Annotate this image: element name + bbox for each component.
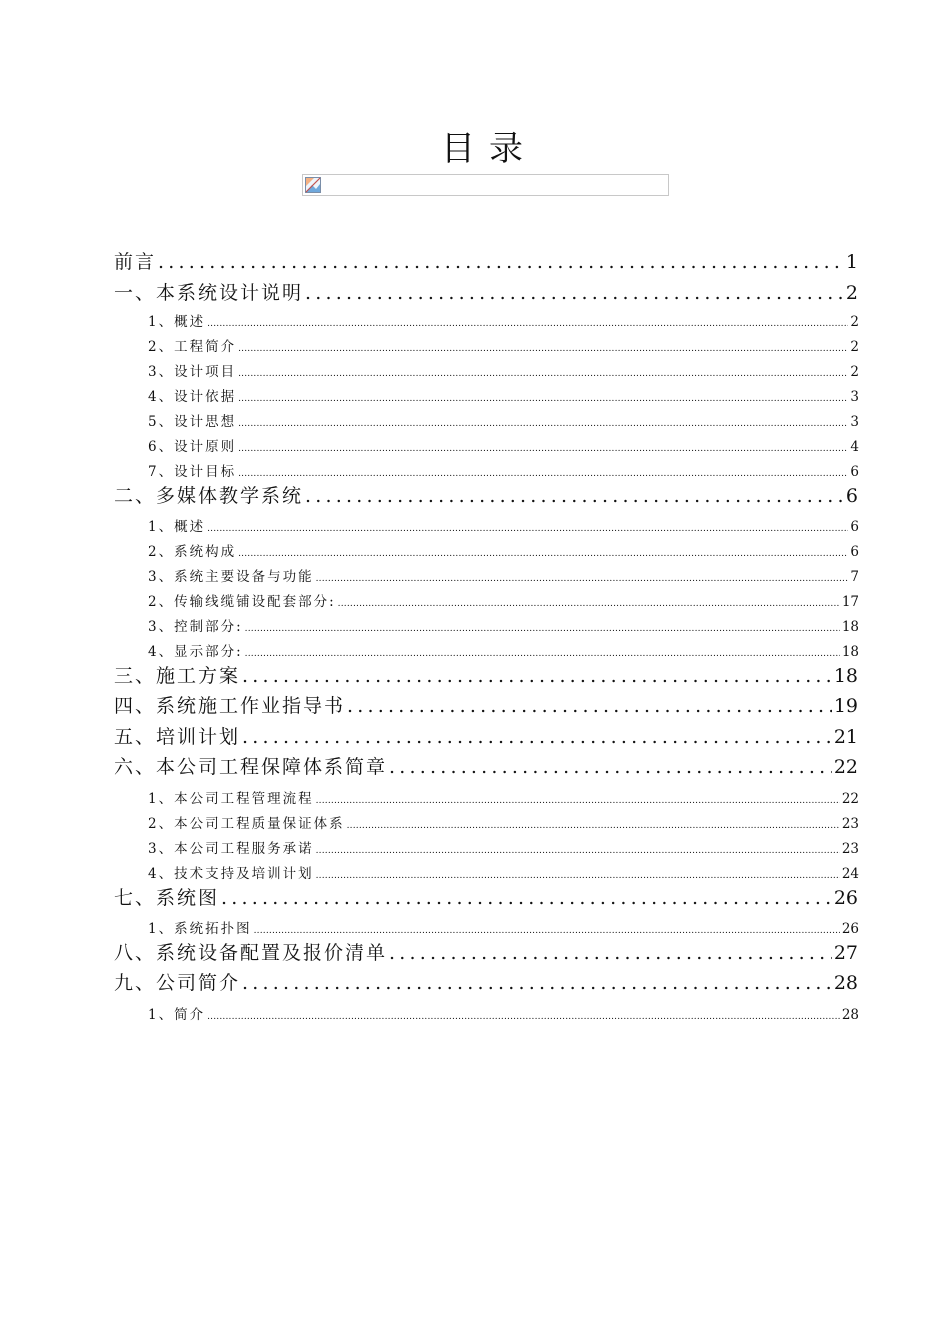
- toc-entry-label: 2、系统构成: [148, 544, 237, 560]
- toc-entry-label: 七、系统图: [114, 887, 220, 909]
- toc-entry-label: 二、多媒体教学系统: [114, 485, 304, 507]
- toc-entry-label: 前言: [114, 251, 157, 273]
- toc-page-number: 18: [841, 644, 859, 660]
- toc-section-entry[interactable]: [148, 840, 859, 860]
- toc-chapter-entry[interactable]: [114, 941, 858, 965]
- toc-entry-label: 3、本公司工程服务承诺: [148, 841, 314, 857]
- toc-chapter-entry[interactable]: [114, 250, 858, 274]
- toc-page-number: 28: [841, 1007, 859, 1023]
- toc-dot-leader: [305, 281, 844, 305]
- toc-dot-leader: [316, 792, 840, 810]
- toc-page-number: 2: [845, 282, 858, 304]
- toc-entry-label: 八、系统设备配置及报价清单: [114, 942, 388, 964]
- toc-chapter-entry[interactable]: [114, 971, 858, 995]
- toc-page-number: 6: [845, 485, 858, 507]
- toc-entry-label: 1、本公司工程管理流程: [148, 791, 314, 807]
- toc-section-entry[interactable]: [148, 543, 859, 563]
- toc-dot-leader: [221, 886, 832, 910]
- toc-dot-leader: [242, 664, 832, 688]
- toc-dot-leader: [254, 922, 840, 940]
- toc-page-number: 6: [850, 519, 859, 535]
- toc-entry-label: 1、简介: [148, 1007, 206, 1023]
- toc-section-entry[interactable]: [148, 568, 859, 588]
- toc-chapter-entry[interactable]: [114, 694, 858, 718]
- toc-dot-leader: [238, 340, 848, 358]
- toc-dot-leader: [347, 817, 840, 835]
- toc-entry-label: 4、显示部分:: [148, 644, 243, 660]
- toc-section-entry[interactable]: [148, 618, 859, 638]
- toc-page-number: 2: [850, 314, 859, 330]
- toc-section-entry[interactable]: [148, 790, 859, 810]
- toc-entry-label: 7、设计目标: [148, 464, 237, 480]
- toc-dot-leader: [207, 520, 848, 538]
- toc-section-entry[interactable]: [148, 920, 859, 940]
- toc-section-entry[interactable]: [148, 313, 859, 333]
- toc-chapter-entry[interactable]: [114, 664, 858, 688]
- toc-page-number: 1: [845, 251, 858, 273]
- toc-section-entry[interactable]: [148, 815, 859, 835]
- toc-section-entry[interactable]: [148, 865, 859, 885]
- toc-page-number: 18: [833, 665, 858, 687]
- toc-page-number: 6: [850, 544, 859, 560]
- toc-entry-label: 2、传输线缆铺设配套部分:: [148, 594, 336, 610]
- toc-page-number: 28: [833, 972, 858, 994]
- toc-page-number: 24: [841, 866, 859, 882]
- toc-page-number: 22: [833, 756, 858, 778]
- page-title: 目录: [441, 129, 537, 169]
- toc-page-number: 23: [841, 841, 859, 857]
- toc-section-entry[interactable]: [148, 388, 859, 408]
- toc-dot-leader: [347, 694, 832, 718]
- toc-dot-leader: [338, 595, 840, 613]
- toc-dot-leader: [158, 250, 844, 274]
- toc-entry-label: 1、系统拓扑图: [148, 921, 252, 937]
- toc-page-number: 23: [841, 816, 859, 832]
- toc-section-entry[interactable]: [148, 338, 859, 358]
- toc-section-entry[interactable]: [148, 363, 859, 383]
- toc-chapter-entry[interactable]: [114, 725, 858, 749]
- toc-section-entry[interactable]: [148, 1006, 859, 1026]
- toc-entry-label: 一、本系统设计说明: [114, 282, 304, 304]
- toc-dot-leader: [238, 415, 848, 433]
- toc-entry-label: 6、设计原则: [148, 439, 237, 455]
- toc-page-number: 4: [850, 439, 859, 455]
- toc-entry-label: 九、公司简介: [114, 972, 241, 994]
- toc-chapter-entry[interactable]: [114, 281, 858, 305]
- toc-chapter-entry[interactable]: [114, 484, 858, 508]
- toc-dot-leader: [207, 315, 848, 333]
- toc-page-number: 21: [833, 726, 858, 748]
- toc-section-entry[interactable]: [148, 593, 859, 613]
- toc-page-number: 6: [850, 464, 859, 480]
- toc-page-number: 18: [841, 619, 859, 635]
- toc-dot-leader: [242, 725, 832, 749]
- toc-dot-leader: [389, 941, 832, 965]
- toc-dot-leader: [316, 842, 840, 860]
- toc-entry-label: 2、本公司工程质量保证体系: [148, 816, 345, 832]
- toc-dot-leader: [238, 465, 848, 483]
- toc-page-number: 19: [833, 695, 858, 717]
- toc-dot-leader: [245, 645, 840, 663]
- toc-entry-label: 5、设计思想: [148, 414, 237, 430]
- toc-chapter-entry[interactable]: [114, 886, 858, 910]
- toc-section-entry[interactable]: [148, 518, 859, 538]
- toc-section-entry[interactable]: [148, 643, 859, 663]
- toc-dot-leader: [245, 620, 840, 638]
- toc-dot-leader: [305, 484, 844, 508]
- toc-page-number: 2: [850, 364, 859, 380]
- toc-dot-leader: [389, 755, 832, 779]
- toc-entry-label: 4、技术支持及培训计划: [148, 866, 314, 882]
- toc-page-number: 26: [841, 921, 859, 937]
- toc-chapter-entry[interactable]: [114, 755, 858, 779]
- toc-entry-label: 3、设计项目: [148, 364, 237, 380]
- toc-entry-label: 3、系统主要设备与功能: [148, 569, 314, 585]
- toc-section-entry[interactable]: [148, 438, 859, 458]
- toc-dot-leader: [238, 440, 848, 458]
- toc-dot-leader: [238, 365, 848, 383]
- toc-entry-label: 1、概述: [148, 314, 206, 330]
- toc-page-number: 26: [833, 887, 858, 909]
- toc-dot-leader: [238, 390, 848, 408]
- toc-entry-label: 四、系统施工作业指导书: [114, 695, 346, 717]
- toc-dot-leader: [238, 545, 848, 563]
- toc-page-number: 7: [850, 569, 859, 585]
- toc-entry-label: 4、设计依据: [148, 389, 237, 405]
- toc-page-number: 2: [850, 339, 859, 355]
- toc-page-number: 27: [833, 942, 858, 964]
- toc-page-number: 17: [841, 594, 859, 610]
- toc-dot-leader: [207, 1008, 840, 1026]
- toc-entry-label: 2、工程简介: [148, 339, 237, 355]
- toc-entry-label: 3、控制部分:: [148, 619, 243, 635]
- toc-section-entry[interactable]: [148, 463, 859, 483]
- toc-entry-label: 1、概述: [148, 519, 206, 535]
- toc-dot-leader: [316, 570, 849, 588]
- toc-page-number: 3: [850, 389, 859, 405]
- toc-entry-label: 三、施工方案: [114, 665, 241, 687]
- toc-page-number: 3: [850, 414, 859, 430]
- toc-section-entry[interactable]: [148, 413, 859, 433]
- toc-entry-label: 五、培训计划: [114, 726, 241, 748]
- toc-dot-leader: [316, 867, 840, 885]
- toc-page-number: 22: [841, 791, 859, 807]
- toc-entry-label: 六、本公司工程保障体系简章: [114, 756, 388, 778]
- toc-dot-leader: [242, 971, 832, 995]
